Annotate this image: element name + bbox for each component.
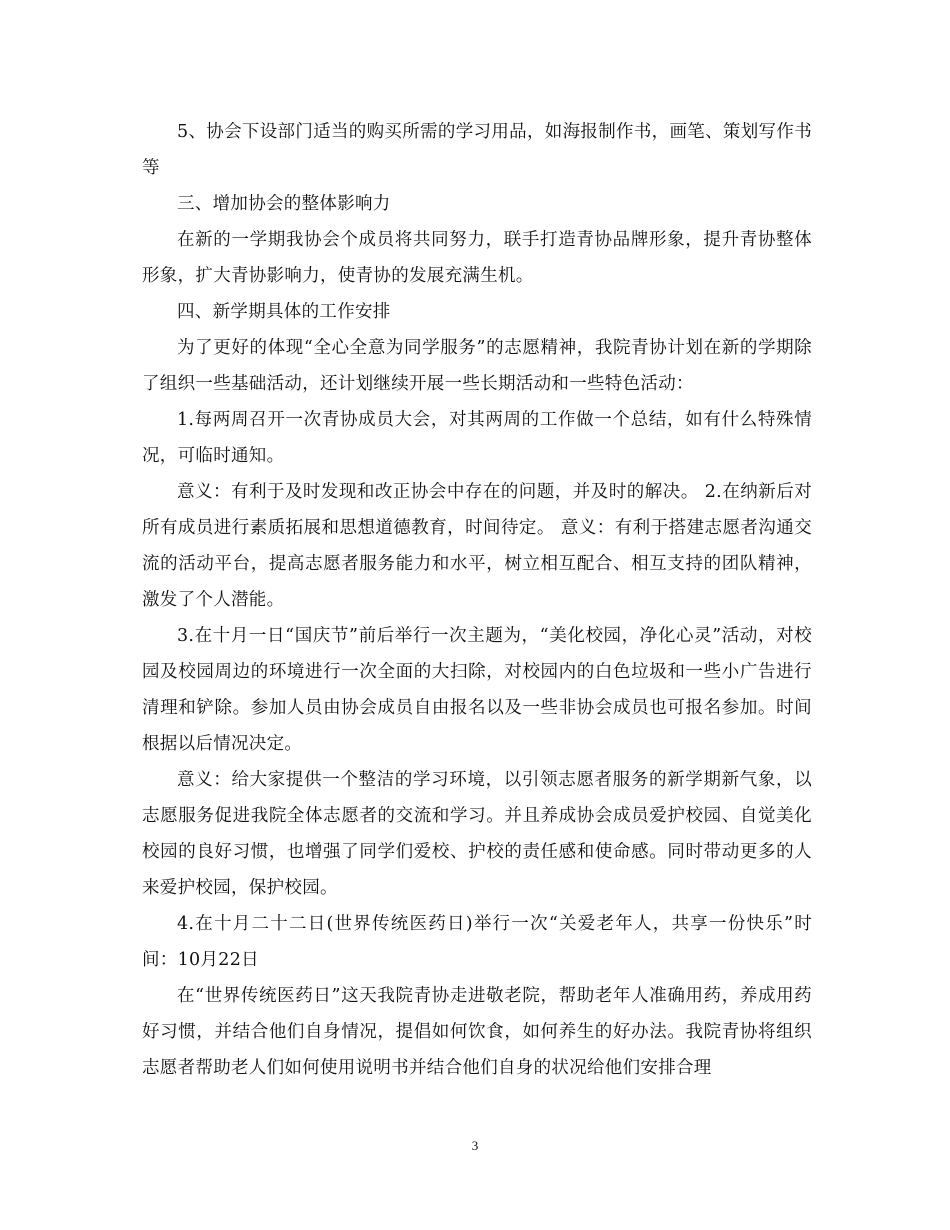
page-number: 3 xyxy=(471,1138,479,1153)
paragraph-item-one: 1.每两周召开一次青协成员大会，对其两周的工作做一个总结，如有什么特殊情况，可临时通知。 xyxy=(142,410,812,466)
paragraph-meaning-one: 意义：有利于及时发现和改正协会中存在的问题，并及时的解决。 2.在纳新后对所有成员进行素质拓展和思想道德教育，时间待定。 意义：有利于搭建志愿者沟通交流的活动平台，提高志愿者服务能力和水平，树立相互配合、相互支持的团队精神，激发了个人潜能。 xyxy=(142,482,812,610)
paragraph-item-four: 4.在十月二十二日(世界传统医药日)举行一次“关爱老年人，共享一份快乐”时间：10月22日 xyxy=(142,914,812,970)
paragraph-medicine-day: 在“世界传统医药日”这天我院青协走进敬老院，帮助老年人准确用药，养成用药好习惯，并结合他们自身情况，提倡如何饮食，如何养生的好办法。我院青协将组织志愿者帮助老人们如何使用说明书并结合他们自身的状况给他们安排合理 xyxy=(142,986,812,1078)
paragraph-meaning-three: 意义：给大家提供一个整洁的学习环境，以引领志愿者服务的新学期新气象，以志愿服务促进我院全体志愿者的交流和学习。并且养成协会成员爱护校园、自觉美化校园的良好习惯，也增强了同学们爱校、护校的责任感和使命感。同时带动更多的人来爱护校园，保护校园。 xyxy=(142,770,812,898)
paragraph-purchase-supplies: 5、协会下设部门适当的购买所需的学习用品，如海报制作书，画笔、策划写作书等 xyxy=(142,122,812,178)
body-text xyxy=(142,114,812,1086)
heading-section-four: 四、新学期具体的工作安排 xyxy=(177,302,391,322)
heading-section-three: 三、增加协会的整体影响力 xyxy=(177,194,391,214)
paragraph-volunteer-spirit: 为了更好的体现“全心全意为同学服务”的志愿精神，我院青协计划在新的学期除了组织一些基础活动，还计划继续开展一些长期活动和一些特色活动： xyxy=(142,338,812,394)
paragraph-brand-image: 在新的一学期我协会个成员将共同努力，联手打造青协品牌形象，提升青协整体形象，扩大青协影响力，使青协的发展充满生机。 xyxy=(142,230,812,286)
paragraph-item-three: 3.在十月一日“国庆节”前后举行一次主题为，“美化校园，净化心灵”活动，对校园及校园周边的环境进行一次全面的大扫除，对校园内的白色垃圾和一些小广告进行清理和铲除。参加人员由协会成员自由报名以及一些非协会成员也可报名参加。时间根据以后情况决定。 xyxy=(142,626,812,754)
